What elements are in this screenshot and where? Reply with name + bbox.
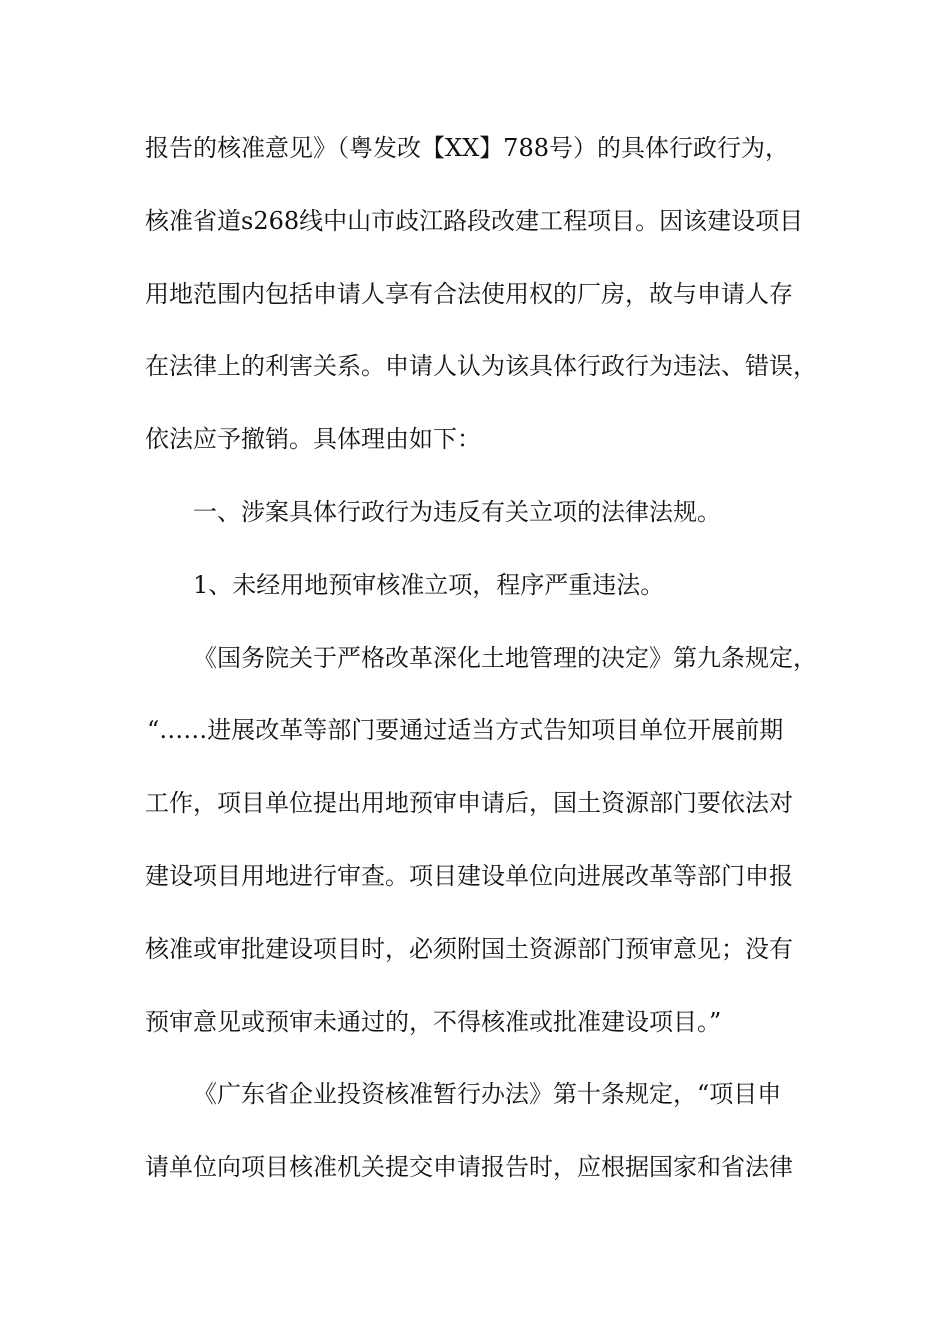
paragraph-start: 《国务院关于严格改革深化土地管理的决定》第九条规定， (193, 643, 817, 672)
text-line: 请单位向项目核准机关提交申请报告时，应根据国家和省法律 (145, 1153, 793, 1182)
text-line: 建设项目用地进行审查。项目建设单位向进展改革等部门申报 (145, 861, 793, 890)
document-body (145, 128, 825, 1220)
text-line: 在法律上的利害关系。申请人认为该具体行政行为违法、错误， (145, 352, 817, 381)
text-line: 核准或审批建设项目时，必须附国土资源部门预审意见；没有 (145, 934, 793, 963)
text-line: 核准省道s268线中山市歧江路段改建工程项目。因该建设项目 (145, 206, 804, 235)
section-heading: 一、涉案具体行政行为违反有关立项的法律法规。 (193, 497, 721, 526)
text-line: 工作，项目单位提出用地预审申请后，国土资源部门要依法对 (145, 789, 793, 818)
text-line: 预审意见或预审未通过的，不得核准或批准建设项目。” (145, 1007, 722, 1036)
text-line: 用地范围内包括申请人享有合法使用权的厂房，故与申请人存 (145, 279, 793, 308)
subsection-heading: 1、未经用地预审核准立项，程序严重违法。 (193, 570, 665, 599)
text-line: 依法应予撤销。具体理由如下： (145, 425, 481, 454)
text-line: “……进展改革等部门要通过适当方式告知项目单位开展前期 (147, 716, 784, 745)
text-line: 报告的核准意见》（粤发改【XX】788号）的具体行政行为， (145, 134, 789, 162)
paragraph-start: 《广东省企业投资核准暂行办法》第十条规定，“项目申 (193, 1080, 782, 1109)
